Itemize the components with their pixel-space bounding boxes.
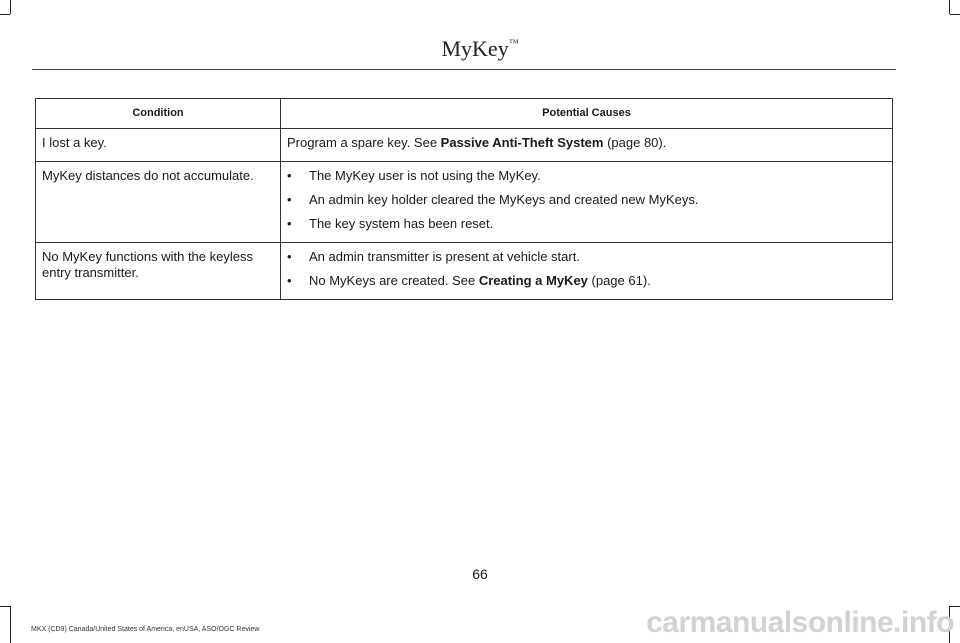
page-title xyxy=(0,36,960,62)
crop-mark-top-right-h xyxy=(950,14,960,15)
list-item-text: The key system has been reset. xyxy=(309,216,494,231)
table-row xyxy=(36,243,893,300)
causes-cell xyxy=(281,162,893,243)
bullet-icon: • xyxy=(287,273,292,288)
list-item xyxy=(287,216,886,232)
causes-table xyxy=(35,98,893,300)
causes-cell xyxy=(281,129,893,162)
crop-mark-top-left-v xyxy=(10,0,11,14)
cause-list xyxy=(287,168,886,232)
crop-mark-top-right-v xyxy=(949,0,950,14)
crop-mark-bottom-left-h xyxy=(0,606,10,607)
cross-reference-link[interactable]: Creating a MyKey xyxy=(478,273,588,288)
condition-cell: I lost a key. xyxy=(36,129,281,162)
list-item-text: An admin transmitter is present at vehicle start. xyxy=(309,249,580,264)
list-item xyxy=(287,192,886,208)
cause-text: Program a spare key. See xyxy=(287,135,441,150)
list-item-text: No MyKeys are created. See xyxy=(309,273,479,288)
table-header-row xyxy=(36,99,893,129)
condition-cell: MyKey distances do not accumulate. xyxy=(36,162,281,243)
list-item xyxy=(287,168,886,184)
causes-cell xyxy=(281,243,893,300)
page-reference: (page 80). xyxy=(603,135,667,150)
trademark-mark: ™ xyxy=(508,38,519,49)
page-reference: (page 61). xyxy=(587,273,651,288)
page-number: 66 xyxy=(472,566,488,582)
bullet-icon: • xyxy=(287,249,292,264)
watermark: carmanualsonline.info xyxy=(646,606,954,639)
list-item xyxy=(287,249,886,265)
crop-mark-bottom-left-v xyxy=(10,606,11,643)
table-row xyxy=(36,162,893,243)
footer-text: MKX (CD9) Canada/United States of America, enUSA, ASO/OGC Review xyxy=(31,626,260,633)
list-item xyxy=(287,273,886,289)
header-potential-causes: Potential Causes xyxy=(281,99,893,129)
condition-cell: No MyKey functions with the keyless entry transmitter. xyxy=(36,243,281,300)
bullet-icon: • xyxy=(287,192,292,207)
table-row xyxy=(36,129,893,162)
list-item-text: An admin key holder cleared the MyKeys and created new MyKeys. xyxy=(309,192,699,207)
title-rule xyxy=(32,69,896,70)
page-title-text: MyKey xyxy=(441,36,509,61)
header-condition: Condition xyxy=(36,99,281,129)
list-item-text: The MyKey user is not using the MyKey. xyxy=(309,168,541,183)
cause-list xyxy=(287,249,886,289)
crop-mark-top-left-h xyxy=(0,14,10,15)
bullet-icon: • xyxy=(287,168,292,183)
cross-reference-link[interactable]: Passive Anti-Theft System xyxy=(440,135,604,150)
bullet-icon: • xyxy=(287,216,292,231)
